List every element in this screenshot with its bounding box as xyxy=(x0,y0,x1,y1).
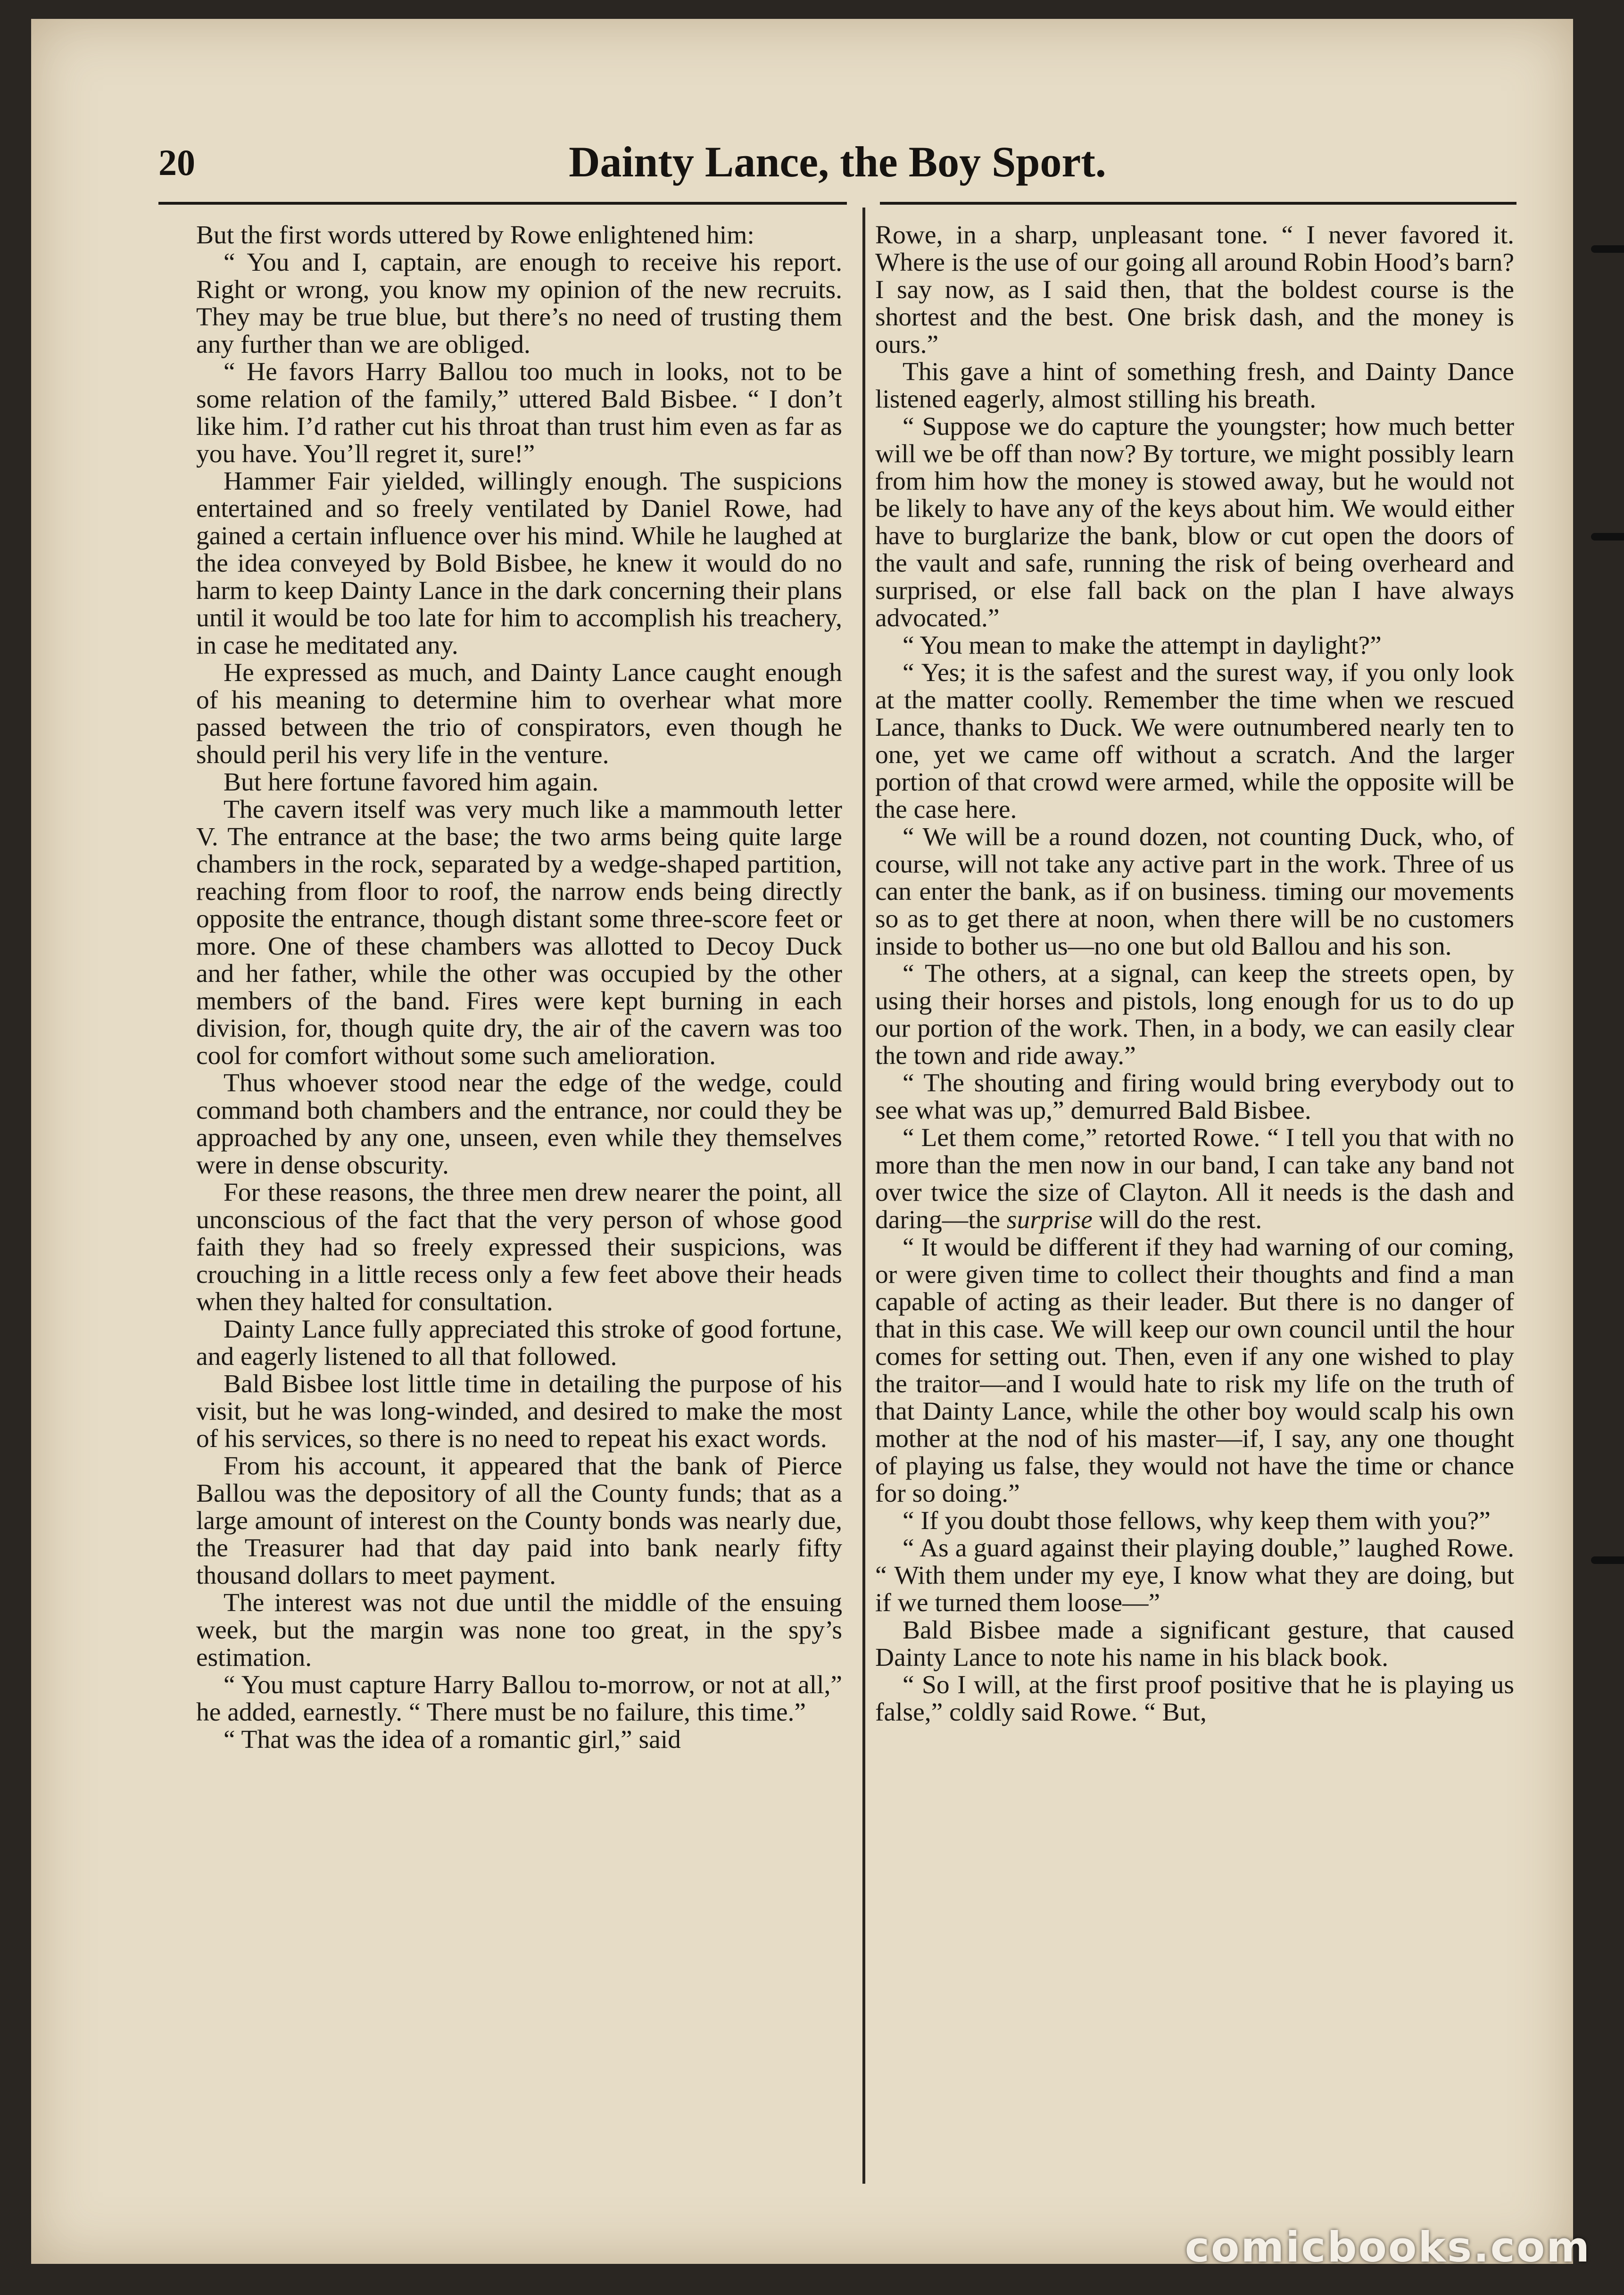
paragraph: Bald Bisbee made a significant gesture, that caused Dainty Lance to note his name in his black book. xyxy=(875,1616,1514,1672)
paragraph: “ It would be different if they had warning of our coming, or were given time to collect their thoughts and find a man capable of acting as their leader. But there is no danger of that in this case. We will keep our own council until the hour comes for setting out. Then, even if any one wished to play the traitor—and I would hate to risk my life on the truth of that Dainty Lance, while the other boy would scalp his own mother at the nod of his master—if, I say, any one thought of playing us false, they would not have the time or chance for so doing.” xyxy=(875,1233,1514,1508)
paragraph: The cavern itself was very much like a mammouth letter V. The entrance at the base; the two arms being quite large chambers in the rock, separated by a wedge-shaped partition, reaching from floor to roof, the narrow ends being directly opposite the entrance, though distant some three-score feet or more. One of these chambers was allotted to Decoy Duck and her father, while the other was occupied by the other members of the band. Fires were kept burning in each division, for, though quite dry, the air of the cavern was too cool for comfort without some such amelioration. xyxy=(196,795,842,1070)
paragraph: “ As a guard against their playing double,” laughed Rowe. “ With them under my eye, I know what they are doing, but if we turned them loose—” xyxy=(875,1534,1514,1617)
paragraph-with-emphasis xyxy=(875,1124,1514,1234)
page-number: 20 xyxy=(158,142,195,183)
running-title: Dainty Lance, the Boy Sport. xyxy=(569,138,1106,186)
paragraph: “ He favors Harry Ballou too much in looks, not to be some relation of the family,” uttered Bald Bisbee. “ I don’t like him. I’d rather cut his throat than trust him even as far as you have. You’ll regret it, sure!” xyxy=(196,358,842,468)
paragraph: “ The shouting and firing would bring everybody out to see what was up,” demurred Bald Bisbee. xyxy=(875,1069,1514,1125)
paragraph: “ We will be a round dozen, not counting Duck, who, of course, will not take any active part in the work. Three of us can enter the bank, as if on business. timing our movements so as to get there at noon, when there will be no customers inside to bother us—no one but old Ballou and his son. xyxy=(875,823,1514,961)
binding-staple xyxy=(1591,1556,1624,1564)
page-header xyxy=(158,132,1516,203)
paragraph: “ You mean to make the attempt in daylight?” xyxy=(903,631,1382,660)
book-page xyxy=(31,19,1573,2264)
paragraph: He expressed as much, and Dainty Lance caught enough of his meaning to determine him to overhear what more passed between the trio of conspirators, even though he should peril his very life in the venture. xyxy=(196,658,842,769)
left-column xyxy=(196,222,842,2203)
emphasis: surprise xyxy=(1006,1206,1093,1234)
paragraph: “ You and I, captain, are enough to receive his report. Right or wrong, you know my opinion of the new recruits. They may be true blue, but there’s no need of trusting them any further than we are obliged. xyxy=(196,248,842,359)
binding-staple xyxy=(1591,533,1624,540)
paragraph: The interest was not due until the middle of the ensuing week, but the margin was none too great, in the spy’s estimation. xyxy=(196,1588,842,1672)
paragraph: “ You must capture Harry Ballou to-morrow, or not at all,” he added, earnestly. “ There must be no failure, this time.” xyxy=(196,1671,842,1727)
watermark: comicbooks.com xyxy=(1185,2223,1591,2271)
paragraph: “ Suppose we do capture the youngster; how much better will we be off than now? By torture, we might possibly learn from him how the money is stowed away, but he would not be likely to have any of the keys about him. We would either have to burglarize the bank, blow or cut open the doors of the vault and safe, running the risk of being overheard and surprised, or else fall back on the plan I have always advocated.” xyxy=(875,412,1514,632)
paragraph: Rowe, in a sharp, unpleasant tone. “ I never favored it. Where is the use of our going all around Robin Hood’s barn? I say now, as I said then, that the boldest course is the shortest and the best. One brisk dash, and the money is ours.” xyxy=(875,222,1514,359)
paragraph-text: “ Let them come,” retorted Rowe. “ I tell you that with no more than the men now in our band, I can take any band not over twice the size of Clayton. All it needs is the dash and daring—the xyxy=(875,1123,1514,1234)
paragraph: Dainty Lance fully appreciated this stroke of good fortune, and eagerly listened to all that followed. xyxy=(196,1315,842,1371)
paragraph: This gave a hint of something fresh, and Dainty Dance listened eagerly, almost stilling his breath. xyxy=(875,358,1514,414)
paragraph: “ So I will, at the first proof positive that he is playing us false,” coldly said Rowe. “ But, xyxy=(875,1671,1514,1727)
paragraph: “ If you doubt those fellows, why keep them with you?” xyxy=(903,1506,1491,1535)
right-column xyxy=(875,222,1514,2203)
column-divider xyxy=(862,208,865,2184)
paragraph: Bald Bisbee lost little time in detailing the purpose of his visit, but he was long-winded, and desired to make the most of his services, so there is no need to repeat his exact words. xyxy=(196,1370,842,1453)
binding-staple xyxy=(1591,245,1624,253)
header-rule-left xyxy=(158,202,847,205)
paragraph: “ The others, at a signal, can keep the streets open, by using their horses and pistols, long enough for us to do up our portion of the work. Then, in a body, we can easily clear the town and ride away.” xyxy=(875,959,1514,1070)
paragraph: Thus whoever stood near the edge of the wedge, could command both chambers and the entrance, nor could they be approached by any one, unseen, even while they themselves were in dense obscurity. xyxy=(196,1069,842,1180)
paragraph: From his account, it appeared that the bank of Pierce Ballou was the depository of all the County funds; that as a large amount of interest on the County bonds was nearly due, the Treasurer had that day paid into bank nearly fifty thousand dollars to meet payment. xyxy=(196,1452,842,1590)
paragraph: “ That was the idea of a romantic girl,” said xyxy=(224,1725,681,1754)
paragraph: But the first words uttered by Rowe enlightened him: xyxy=(196,222,754,249)
paragraph: But here fortune favored him again. xyxy=(224,768,599,797)
paragraph-text-tail: will do the rest. xyxy=(1099,1206,1262,1234)
paragraph: Hammer Fair yielded, willingly enough. The suspicions entertained and so freely ventilated by Daniel Rowe, had gained a certain influence over his mind. While he laughed at the idea conveyed by Bold Bisbee, he knew it would do no harm to keep Dainty Lance in the dark concerning their plans until it would be too late for him to accomplish his treachery, in case he meditated any. xyxy=(196,467,842,660)
paragraph: For these reasons, the three men drew nearer the point, all unconscious of the fact that the very person of whose good faith they had so freely expressed their suspicions, was crouching in a little recess only a few feet above their heads when they halted for consultation. xyxy=(196,1178,842,1316)
paragraph: “ Yes; it is the safest and the surest way, if you only look at the matter coolly. Remember the time when we rescued Lance, thanks to Duck. We were outnumbered nearly ten to one, yet we came off without a scratch. And the larger portion of that crowd were armed, while the opposite will be the case here. xyxy=(875,658,1514,824)
header-rule-right xyxy=(880,202,1516,205)
